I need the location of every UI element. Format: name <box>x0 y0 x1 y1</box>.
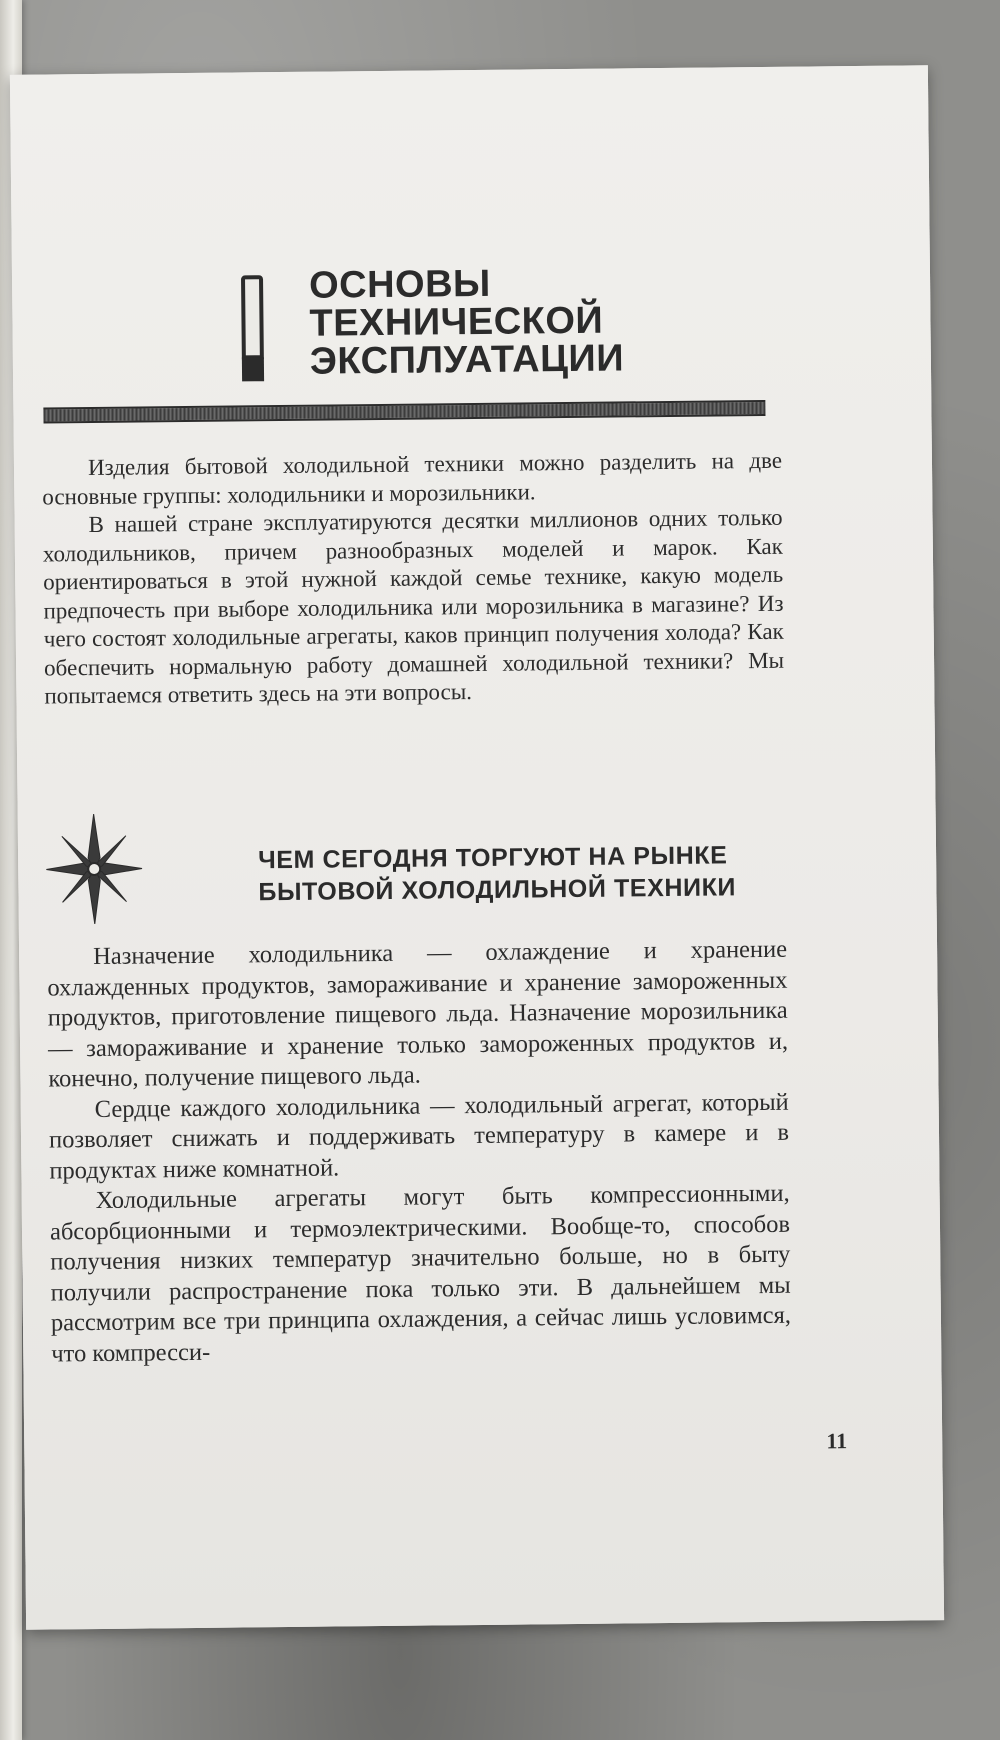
body-paragraph-3: Холодильные агрегаты могут быть компрессионными, абсорбционными и термоэлектрическими. Вообще-то, способов получения низких температур значительно больше, но в быту получили распространение пока только эти. В дальнейшем мы рассмотрим все три принципа охлаждения, а сейчас лишь условимся, что компресси- <box>49 1179 792 1367</box>
body-paragraph-2: Сердце каждого холодильника — холодильный агрегат, который позволяет снижать и поддерживать температуру в камере и в продуктах ниже комнатной. <box>48 1088 790 1184</box>
page-number: 11 <box>826 1428 848 1454</box>
ornamental-divider <box>43 400 765 424</box>
chapter-title-line-1: ОСНОВЫ <box>308 262 491 307</box>
book-page <box>10 65 944 1630</box>
compass-star-icon <box>46 814 143 925</box>
section-title <box>258 839 736 908</box>
chapter-title-line-2: ТЕХНИЧЕСКОЙ <box>309 299 604 345</box>
body-text <box>47 935 791 1370</box>
chapter-heading <box>237 263 624 383</box>
section-title-line-1: ЧЕМ СЕГОДНЯ ТОРГУЮТ НА РЫНКЕ <box>257 841 728 875</box>
section-heading <box>46 807 787 925</box>
intro-text <box>42 447 785 711</box>
intro-paragraph-2: В нашей стране эксплуатируются десятки миллионов одних только холодильников, причем разнообразных моделей и марок. Как ориентироваться в этой нужной каждой семье технике, какую модель предпочесть при выборе холодильника или морозильника в магазине? Из чего состоят холодильные агрегаты, каков принцип получения холода? Как обеспечить нормальную работу домашней холодильной техники? Мы попытаемся ответить здесь на эти вопросы. <box>42 504 785 709</box>
chapter-title-line-3: ЭКСПЛУАТАЦИИ <box>309 337 625 383</box>
chapter-title <box>308 262 625 383</box>
intro-paragraph-1: Изделия бытовой холодильной техники можно разделить на две основные группы: холодильники и морозильники. <box>42 447 783 510</box>
section-title-line-2: БЫТОВОЙ ХОЛОДИЛЬНОЙ ТЕХНИКИ <box>258 873 737 907</box>
chapter-number-roman-one-icon <box>237 275 272 383</box>
body-paragraph-1: Назначение холодильника — охлаждение и хранение охлажденных продуктов, замораживание и хранение замороженных продуктов, приготовление пищевого льда. Назначение морозильника — замораживание и хранение только замороженных продуктов и, конечно, получение пищевого льда. <box>47 935 789 1093</box>
